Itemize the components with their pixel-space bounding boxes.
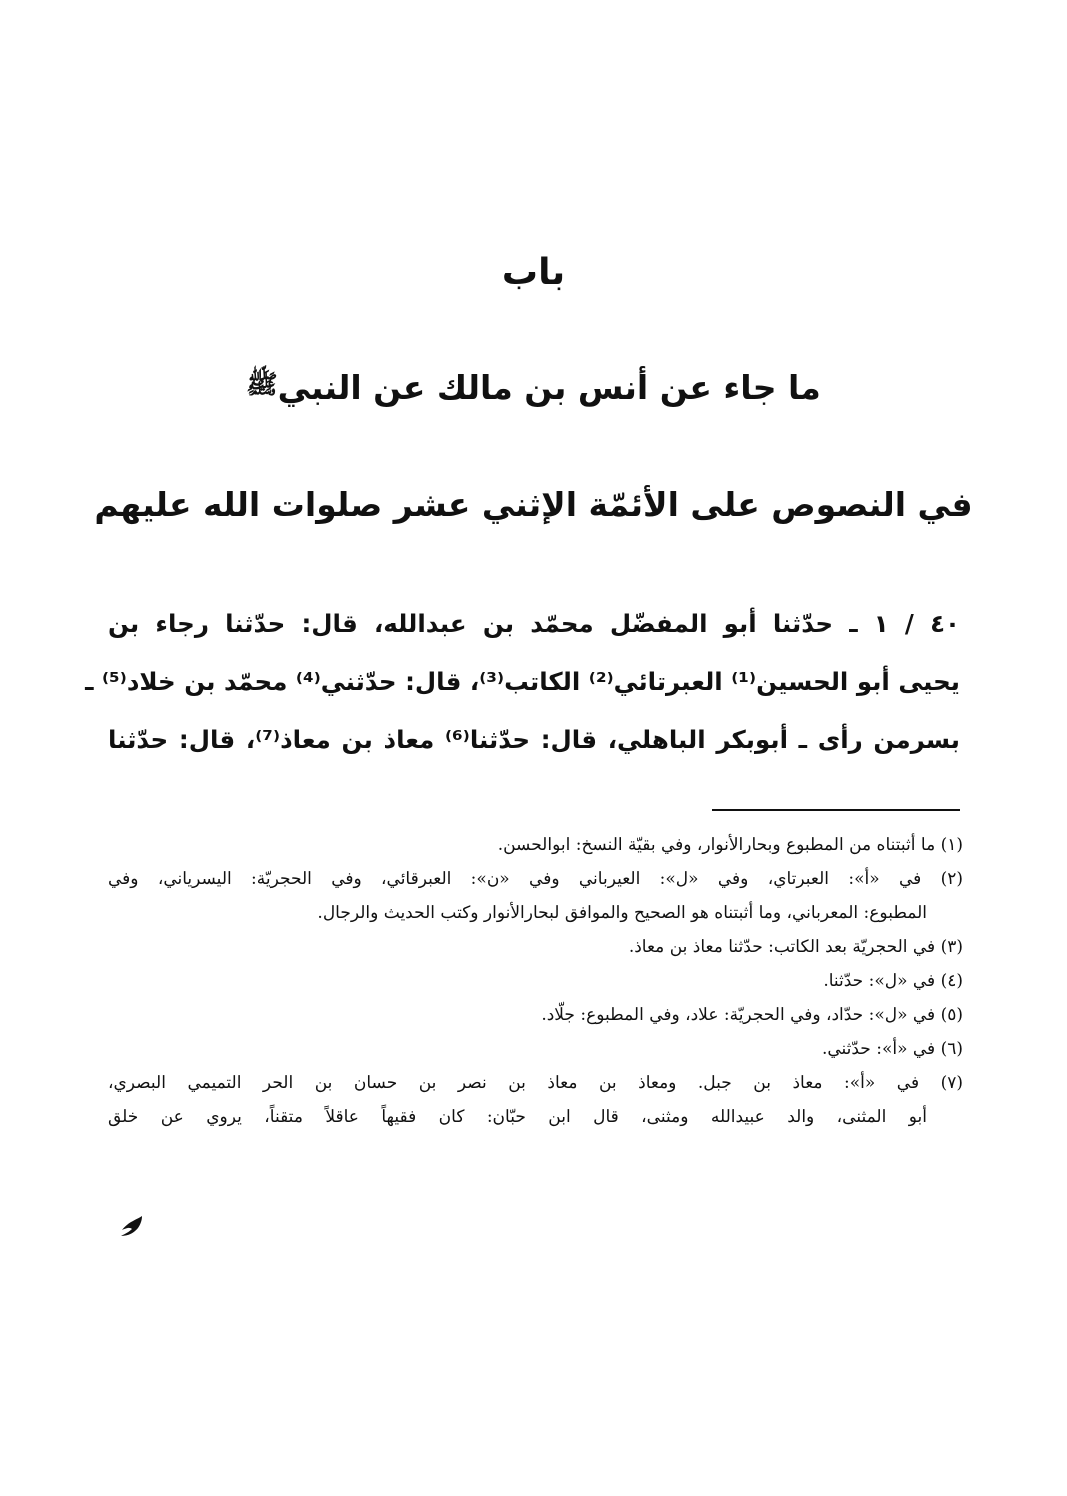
salutation-ligature: ﷺ [246, 370, 278, 400]
footnote-divider [712, 809, 960, 811]
footnote-2-continued: المطبوع: المعرباني، وما أثبتناه هو الصحيح والموافق لبحارالأنوار وكتب الحديث والرجال. [317, 903, 927, 923]
chapter-title-text: ما جاء عن أنس بن مالك عن النبي [277, 368, 821, 407]
footnote-3: (٣) في الحجريّة بعد الكاتب: حدّثنا معاذ بن معاذ. [628, 937, 963, 957]
footnote-1: (١) ما أثبتناه من المطبوع وبحارالأنوار، وفي بقيّة النسخ: ابوالحسن. [497, 835, 963, 855]
chapter-title-line-2: في النصوص على الأئمّة الإثني عشر صلوات الله عليهم [94, 485, 973, 524]
footnotes [108, 828, 963, 1134]
footnote-5: (٥) في «ل»: حدّاد، وفي الحجريّة: علاد، وفي المطبوع: جلّاد. [541, 1005, 963, 1025]
chapter-heading-bab: باب [501, 252, 566, 293]
footnote-2: (٢) في «أ»: العبرتاي، وفي «ل»: العيرباني وفي «ن»: العبرقائي، وفي الحجريّة: اليسرياني، وفي [108, 869, 963, 889]
chapter-title-line-1 [0, 358, 1067, 415]
hadith-line-3: بسرمن رأى ـ أبوبكر الباهلي، قال: حدّثنا⁽⁶⁾ معاذ بن معاذ⁽⁷⁾، قال: حدّثنا [108, 725, 960, 754]
hadith-text [85, 595, 960, 769]
footnote-7-continued: أبو المثنى، والد عبيدالله ومثنى، قال ابن حبّان: كان فقيهاً عاقلاً متقناً، يروي عن خلق [108, 1107, 927, 1127]
footnote-4: (٤) في «ل»: حدّثنا. [823, 971, 963, 991]
footnote-6: (٦) في «أ»: حدّثني. [821, 1039, 963, 1059]
hadith-line-1: ٤٠ / ١ ـ حدّثنا أبو المفضّل محمّد بن عبدالله، قال: حدّثنا رجاء بن [108, 609, 960, 638]
footnote-7: (٧) في «أ»: معاذ بن جبل. ومعاذ بن معاذ بن نصر بن حسان بن الحر التميمي البصري، [108, 1073, 963, 1093]
hadith-line-2: يحيى أبو الحسين⁽¹⁾ العبرتائي⁽²⁾ الكاتب⁽³⁾، قال: حدّثني⁽⁴⁾ محمّد بن خلاد⁽⁵⁾ ـ [85, 667, 960, 696]
continuation-mark-icon [116, 1212, 148, 1240]
